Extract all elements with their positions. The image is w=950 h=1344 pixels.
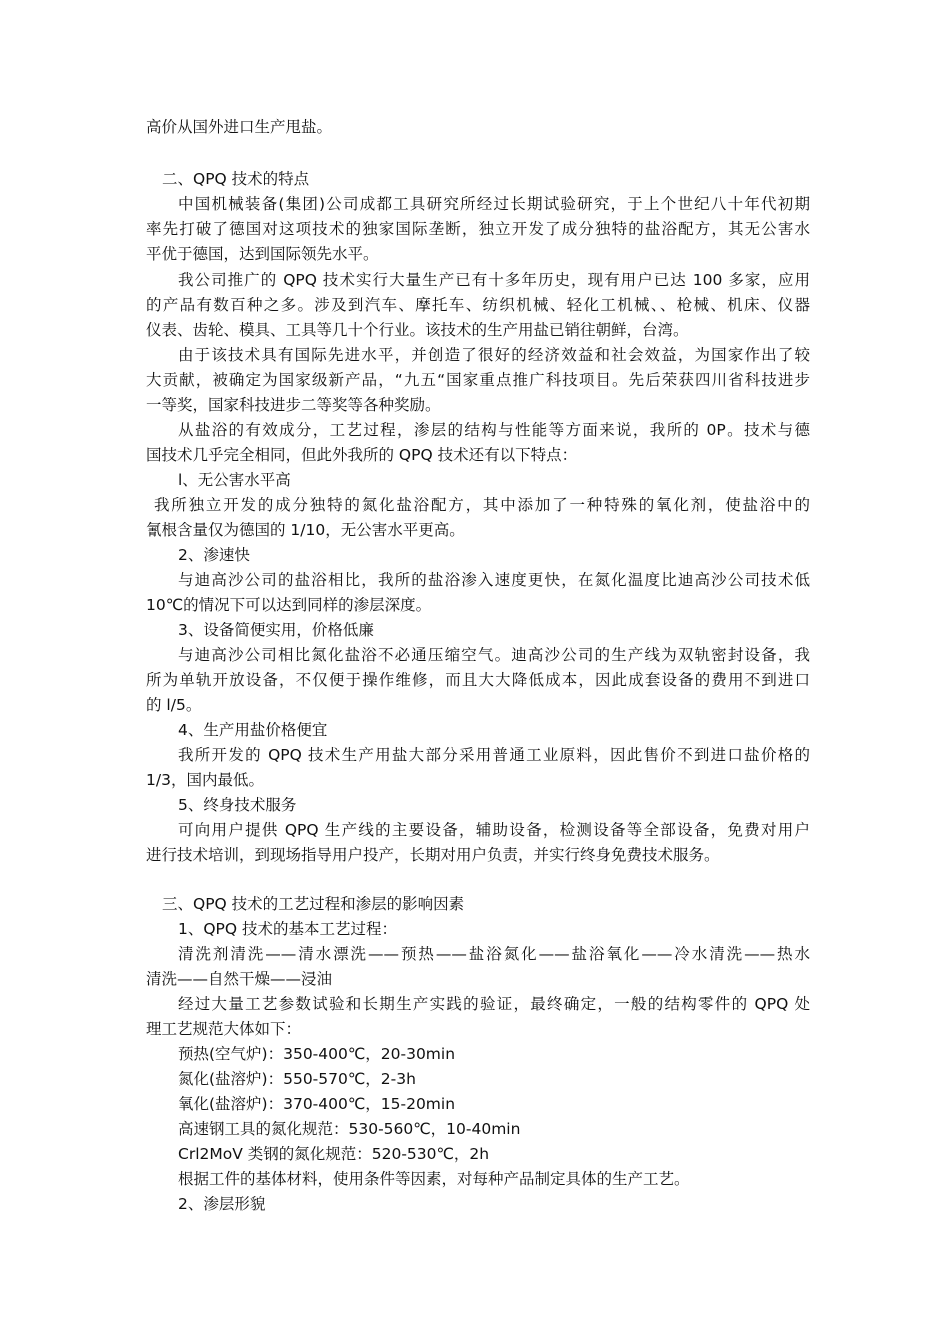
text-line: 国技术几乎完全相同，但此外我所的 QPQ 技术还有以下特点： [146,446,578,464]
text-line: 平优于德国，达到国际领先水平。 [146,245,379,263]
section-heading-3: 三、QPQ 技术的工艺过程和渗层的影响因素 [162,895,465,913]
text-line: 与迪高沙公司相比氮化盐浴不必通压缩空气。迪高沙公司的生产线为双轨密封设备，我 [178,646,810,664]
spec-line: Crl2MoV 类钢的氮化规范：520-530℃，2h [178,1145,490,1163]
subheading-morphology: 2、渗层形貌 [178,1195,266,1213]
spec-line: 高速钢工具的氮化规范：530-560℃，10-40min [178,1120,521,1138]
text-line: 所为单轨开放设备，不仅便于操作维修，而且大大降低成本，因此成套设备的费用不到进口 [146,671,810,689]
text-line: 根据工件的基体材料，使用条件等因素，对每种产品制定具体的生产工艺。 [178,1170,690,1188]
subheading-process: 1、QPQ 技术的基本工艺过程： [178,920,398,938]
subheading-2: 2、渗速快 [178,546,250,564]
text-line: 大贡献，被确定为国家级新产品，“九五“国家重点推广科技项目。先后荣获四川省科技进步 [146,371,810,389]
subheading-4: 4、生产用盐价格便宜 [178,721,328,739]
text-line: 清洗——自然干燥——浸油 [146,970,333,988]
text-line: 一等奖，国家科技进步二等奖等各种奖励。 [146,396,441,414]
text-line: 的 l/5。 [146,696,202,714]
text-line: 仪表、齿轮、模具、工具等几十个行业。该技术的生产用盐已销往朝鲜，台湾。 [146,321,689,339]
text-line: 从盐浴的有效成分，工艺过程，渗层的结构与性能等方面来说，我所的 0P。技术与德 [178,421,810,439]
text-line: 我公司推广的 QPQ 技术实行大量生产已有十多年历史，现有用户已达 100 多家，应用 [178,271,810,289]
text-line: 中国机械装备(集团)公司成都工具研究所经过长期试验研究，于上个世纪八十年代初期 [178,195,810,213]
text-line: 由于该技术具有国际先进水平，并创造了很好的经济效益和社会效益，为国家作出了较 [178,346,810,364]
spec-line: 氧化(盐溶炉)：370-400℃，15-20min [178,1095,456,1113]
text-line: 高价从国外进口生产甩盐。 [146,118,333,136]
text-line: 进行技术培训，到现场指导用户投产，长期对用户负责，并实行终身免费技术服务。 [146,846,720,864]
section-heading-2: 二、QPQ 技术的特点 [162,170,310,188]
text-line: 的产品有数百种之多。涉及到汽车、摩托车、纺织机械、轻化工机械、、枪械、机床、仪器 [146,296,810,314]
text-line: 与迪高沙公司的盐浴相比，我所的盐浴渗入速度更快，在氮化温度比迪高沙公司技术低 [178,571,810,589]
text-line: 率先打破了德国对这项技术的独家国际垄断，独立开发了成分独特的盐浴配方，其无公害水 [146,220,810,238]
subheading-3: 3、设备简便实用，价格低廉 [178,621,374,639]
text-line: 1/3，国内最低。 [146,771,264,789]
spec-line: 预热(空气炉)：350-400℃，20-30min [178,1045,456,1063]
spec-line: 氮化(盐溶炉)：550-570℃，2-3h [178,1070,416,1088]
text-line: 我所开发的 QPQ 技术生产用盐大部分采用普通工业原料，因此售价不到进口盐价格的 [178,746,810,764]
subheading-5: 5、终身技术服务 [178,796,297,814]
text-line: 可向用户提供 QPQ 生产线的主要设备，辅助设备，检测设备等全部设备，免费对用户 [178,821,810,839]
text-line: 经过大量工艺参数试验和长期生产实践的验证，最终确定，一般的结构零件的 QPQ 处 [178,995,810,1013]
text-line: 理工艺规范大体如下： [146,1020,302,1038]
text-line: 氰根含量仅为德国的 1/10，无公害水平更高。 [146,521,465,539]
text-line: 我所独立开发的成分独特的氮化盐浴配方，其中添加了一种特殊的氧化剂，使盐浴中的 [154,496,810,514]
subheading-1: l、无公害水平高 [178,471,291,489]
text-line: 清洗剂清洗——清水漂洗——预热——盐浴氮化——盐浴氧化——冷水清洗——热水 [178,945,810,963]
text-line: 10℃的情况下可以达到同样的渗层深度。 [146,596,432,614]
